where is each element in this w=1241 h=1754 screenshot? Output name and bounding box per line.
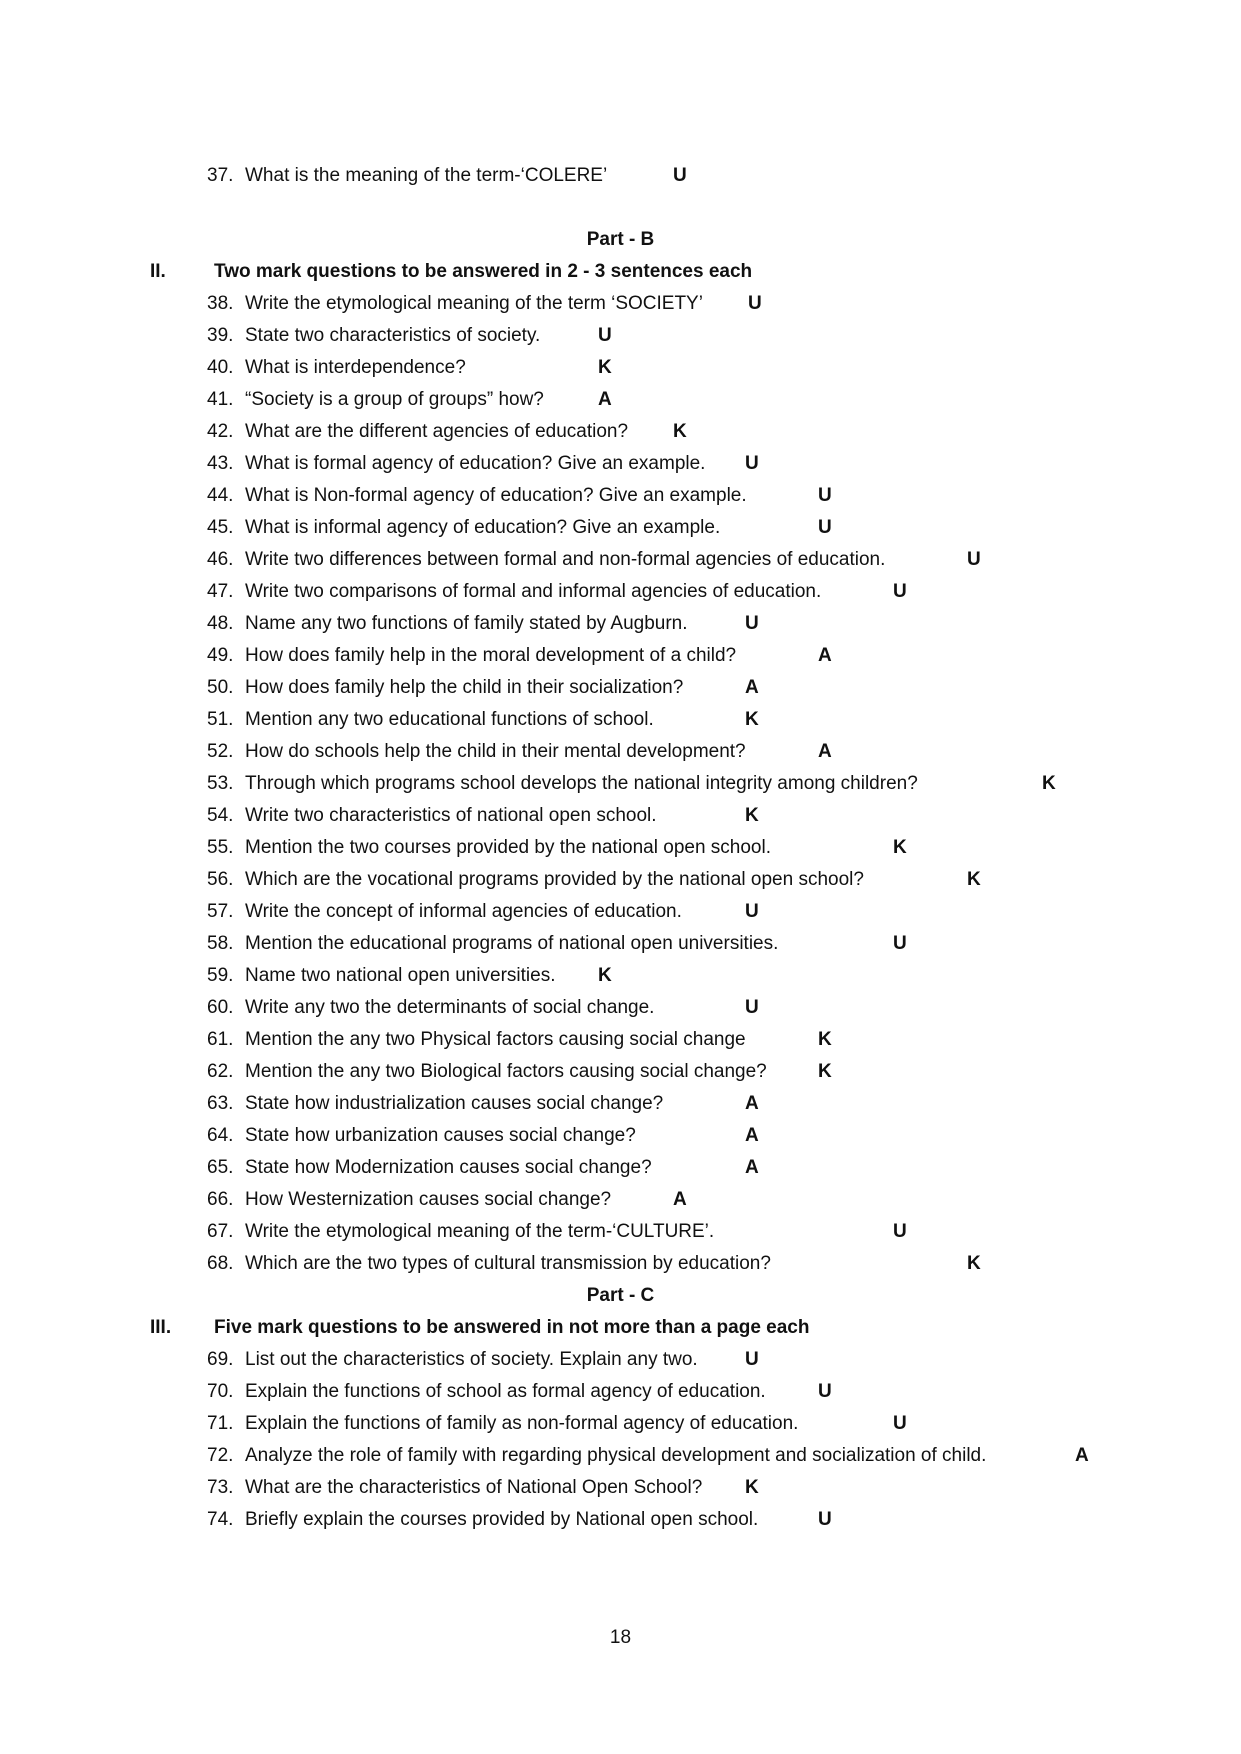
question-item [207, 612, 759, 636]
question-item [207, 1188, 687, 1212]
question-number: 45. [207, 517, 234, 538]
cognitive-level: U [818, 517, 832, 538]
cognitive-level: K [673, 421, 687, 442]
page-number: 18 [609, 1627, 632, 1648]
question-number: 55. [207, 837, 234, 858]
question-item [207, 484, 832, 508]
question-text: Name any two functions of family stated by Augburn. [245, 613, 688, 634]
question-number: 71. [207, 1413, 234, 1434]
question-text: Write the concept of informal agencies of education. [245, 901, 682, 922]
question-item [207, 1092, 759, 1116]
section-roman: III. [150, 1317, 172, 1338]
question-number: 61. [207, 1029, 234, 1050]
question-item [207, 932, 907, 956]
question-text: What is the meaning of the term-‘COLERE’ [245, 165, 608, 186]
question-number: 59. [207, 965, 234, 986]
cognitive-level: K [818, 1029, 832, 1050]
question-item [207, 868, 981, 892]
question-number: 42. [207, 421, 234, 442]
cognitive-level: K [1042, 773, 1056, 794]
cognitive-level: K [598, 357, 612, 378]
question-number: 58. [207, 933, 234, 954]
question-text: Explain the functions of family as non-formal agency of education. [245, 1413, 799, 1434]
question-number: 68. [207, 1253, 234, 1274]
question-number: 64. [207, 1125, 234, 1146]
cognitive-level: U [745, 613, 759, 634]
question-item [207, 1156, 759, 1180]
question-item [207, 164, 687, 188]
cognitive-level: U [748, 293, 762, 314]
cognitive-level: U [893, 581, 907, 602]
question-text: Which are the vocational programs provided by the national open school? [245, 869, 864, 890]
question-number: 53. [207, 773, 234, 794]
question-item [207, 1028, 832, 1052]
part-b-title: Part - B [586, 229, 655, 250]
question-text: What are the characteristics of National Open School? [245, 1477, 703, 1498]
section-roman: II. [150, 261, 166, 282]
section-heading-text: Two mark questions to be answered in 2 - 3 sentences each [214, 261, 753, 282]
question-number: 73. [207, 1477, 234, 1498]
question-number: 57. [207, 901, 234, 922]
cognitive-level: A [818, 645, 832, 666]
cognitive-level: K [745, 805, 759, 826]
cognitive-level: K [967, 869, 981, 890]
question-text: State two characteristics of society. [245, 325, 541, 346]
question-number: 62. [207, 1061, 234, 1082]
question-item [207, 740, 832, 764]
question-item [207, 1412, 907, 1436]
cognitive-level: A [745, 1157, 759, 1178]
question-number: 47. [207, 581, 234, 602]
question-item [207, 964, 612, 988]
section-ii-heading [150, 260, 752, 284]
question-number: 70. [207, 1381, 234, 1402]
question-text: How do schools help the child in their mental development? [245, 741, 746, 762]
question-number: 54. [207, 805, 234, 826]
question-item [207, 1508, 832, 1532]
question-item [207, 420, 687, 444]
cognitive-level: U [893, 1413, 907, 1434]
question-number: 43. [207, 453, 234, 474]
cognitive-level: U [745, 453, 759, 474]
cognitive-level: U [818, 485, 832, 506]
question-item [207, 1220, 907, 1244]
cognitive-level: A [745, 1093, 759, 1114]
question-text: Write two differences between formal and non-formal agencies of education. [245, 549, 886, 570]
question-text: Write any two the determinants of social change. [245, 997, 655, 1018]
question-number: 74. [207, 1509, 234, 1530]
question-number: 51. [207, 709, 234, 730]
question-item [207, 1252, 981, 1276]
question-text: What is formal agency of education? Give an example. [245, 453, 706, 474]
cognitive-level: A [673, 1189, 687, 1210]
question-item [207, 388, 612, 412]
part-c-title: Part - C [586, 1285, 655, 1306]
question-number: 63. [207, 1093, 234, 1114]
question-item [207, 516, 832, 540]
question-text: Analyze the role of family with regarding physical development and socialization of child. [245, 1445, 987, 1466]
question-item [207, 644, 832, 668]
question-item [207, 1444, 1089, 1468]
question-text: Explain the functions of school as formal agency of education. [245, 1381, 766, 1402]
question-text: How Westernization causes social change? [245, 1189, 612, 1210]
question-number: 56. [207, 869, 234, 890]
question-number: 60. [207, 997, 234, 1018]
question-number: 66. [207, 1189, 234, 1210]
question-number: 39. [207, 325, 234, 346]
cognitive-level: A [818, 741, 832, 762]
question-text: “Society is a group of groups” how? [245, 389, 544, 410]
question-number: 38. [207, 293, 234, 314]
cognitive-level: U [673, 165, 687, 186]
question-item [207, 452, 759, 476]
question-number: 69. [207, 1349, 234, 1370]
question-text: Mention the educational programs of national open universities. [245, 933, 779, 954]
cognitive-level: K [818, 1061, 832, 1082]
question-number: 41. [207, 389, 234, 410]
question-item [207, 1060, 832, 1084]
question-text: State how industrialization causes social change? [245, 1093, 664, 1114]
question-text: Write two comparisons of formal and informal agencies of education. [245, 581, 822, 602]
question-text: What is interdependence? [245, 357, 466, 378]
question-text: Write two characteristics of national open school. [245, 805, 657, 826]
section-iii-heading [150, 1316, 810, 1340]
question-item [207, 1124, 759, 1148]
question-number: 67. [207, 1221, 234, 1242]
question-number: 52. [207, 741, 234, 762]
question-item [207, 772, 1056, 796]
question-text: Write the etymological meaning of the term ‘SOCIETY’ [245, 293, 703, 314]
section-heading-text: Five mark questions to be answered in not more than a page each [214, 1317, 810, 1338]
question-item [207, 356, 612, 380]
question-number: 49. [207, 645, 234, 666]
question-text: Mention any two educational functions of school. [245, 709, 654, 730]
question-text: Through which programs school develops the national integrity among children? [245, 773, 918, 794]
question-text: Briefly explain the courses provided by National open school. [245, 1509, 759, 1530]
question-number: 40. [207, 357, 234, 378]
question-item [207, 292, 762, 316]
cognitive-level: K [598, 965, 612, 986]
cognitive-level: K [745, 709, 759, 730]
question-text: What is Non-formal agency of education? Give an example. [245, 485, 747, 506]
question-item [207, 1476, 759, 1500]
question-number: 44. [207, 485, 234, 506]
question-item [207, 324, 612, 348]
cognitive-level: A [1075, 1445, 1089, 1466]
question-item [207, 804, 759, 828]
cognitive-level: U [745, 1349, 759, 1370]
question-text: Mention the any two Biological factors causing social change? [245, 1061, 767, 1082]
question-text: How does family help in the moral development of a child? [245, 645, 737, 666]
question-item [207, 900, 759, 924]
cognitive-level: K [893, 837, 907, 858]
cognitive-level: U [893, 1221, 907, 1242]
cognitive-level: U [745, 901, 759, 922]
cognitive-level: U [818, 1509, 832, 1530]
cognitive-level: A [598, 389, 612, 410]
question-item [207, 676, 759, 700]
question-number: 65. [207, 1157, 234, 1178]
question-number: 48. [207, 613, 234, 634]
question-item [207, 996, 759, 1020]
question-text: State how Modernization causes social change? [245, 1157, 652, 1178]
question-number: 37. [207, 165, 234, 186]
cognitive-level: U [598, 325, 612, 346]
question-text: How does family help the child in their socialization? [245, 677, 684, 698]
question-item [207, 580, 907, 604]
question-item [207, 548, 981, 572]
question-text: Name two national open universities. [245, 965, 556, 986]
cognitive-level: A [745, 677, 759, 698]
question-text: Which are the two types of cultural transmission by education? [245, 1253, 771, 1274]
question-text: Write the etymological meaning of the term-‘CULTURE’. [245, 1221, 715, 1242]
question-number: 72. [207, 1445, 234, 1466]
question-text: What is informal agency of education? Give an example. [245, 517, 721, 538]
question-item [207, 836, 907, 860]
question-item [207, 708, 759, 732]
question-text: What are the different agencies of education? [245, 421, 629, 442]
question-text: List out the characteristics of society. Explain any two. [245, 1349, 698, 1370]
cognitive-level: K [745, 1477, 759, 1498]
question-text: Mention the any two Physical factors causing social change [245, 1029, 746, 1050]
question-text: Mention the two courses provided by the national open school. [245, 837, 771, 858]
question-number: 50. [207, 677, 234, 698]
cognitive-level: K [967, 1253, 981, 1274]
cognitive-level: U [745, 997, 759, 1018]
question-number: 46. [207, 549, 234, 570]
question-item [207, 1348, 759, 1372]
cognitive-level: U [893, 933, 907, 954]
question-item [207, 1380, 832, 1404]
cognitive-level: U [967, 549, 981, 570]
cognitive-level: A [745, 1125, 759, 1146]
cognitive-level: U [818, 1381, 832, 1402]
question-text: State how urbanization causes social change? [245, 1125, 636, 1146]
